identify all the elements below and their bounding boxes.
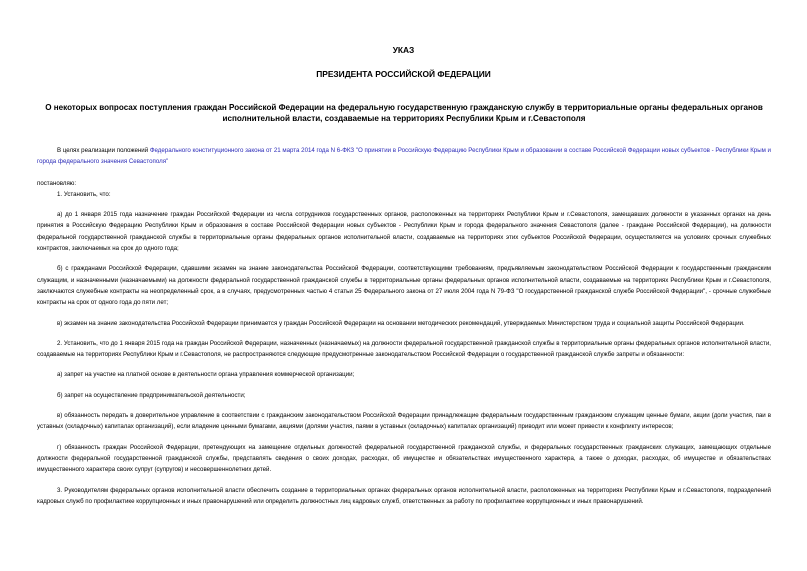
law-link[interactable]: Федерального конституционного закона от 21 марта 2014 года N 6-ФКЗ "О принятии в Российскую Федерацию Республики Крым и образовании в составе Российской Федерации новых субъектов - Республики Крым и города федерального значения Севастополя" <box>37 147 771 166</box>
preamble <box>37 145 771 168</box>
clause-2v: в) обязанность передать в доверительное управление в соответствии с гражданским законодательством Российской Федерации принадлежащие федеральным государственным гражданским служащим ценные бумаги, акции (доли участия, паи в уставных (складочных) капиталах организаций), если владение ценными бумагами, акциями (долями участия, паями в уставных (складочных) капиталах организаций) приводит или может привести к конфликту интересов; <box>37 412 771 431</box>
clause-2: 2. Установить, что до 1 января 2015 года на граждан Российской Федерации, назначенных (назначаемых) на должности федеральной государственной гражданской службы в территориальные органы федеральных органов исполнительной власти, создаваемые на территориях Республики Крым и г.Севастополя, не распространяются следующие предусмотренные законодательством Российской Федерации о государственной гражданской службе запреты и обязанности: <box>37 339 771 359</box>
issuer-title: ПРЕЗИДЕНТА РОССИЙСКОЙ ФЕДЕРАЦИИ <box>316 69 491 79</box>
clause-1a: а) до 1 января 2015 года назначение граждан Российской Федерации из числа сотрудников государственных органов, расположенных на территориях Республики Крым и г.Севастополя, замещавших должности в указанных органах на день принятия в Российскую Федерацию Республики Крым и образования в составе Российской Федерации новых субъектов - Республики Крым и города федерального значения Севастополя (далее - граждане Российской Федерации), на должности федеральной государственной гражданской службы в территориальные органы федеральных органов исполнительной власти, создаваемые на территориях этих субъектов Российской Федерации, осуществляется на условиях срочных служебных контрактов, заключаемых на срок до одного года; <box>37 211 771 253</box>
decree-title: УКАЗ <box>392 45 415 55</box>
decree-body <box>37 145 771 507</box>
clause-2g: г) обязанность граждан Российской Федерации, претендующих на замещение отдельных должностей федеральной государственной гражданской службы, и федеральных государственных гражданских служащих, замещающих отдельные должности федеральной государственной гражданской службы, представлять сведения о своих доходах, расходах, об имуществе и обязательствах имущественного характера, а также о доходах, расходах, об имуществе и обязательствах имущественного характера своих супруг (супругов) и несовершеннолетних детей. <box>37 443 771 474</box>
clause-2b: б) запрет на осуществление предпринимательской деятельности; <box>57 391 246 399</box>
decree-subject: О некоторых вопросах поступления граждан Российской Федерации на федеральную государственную гражданскую службу в территориальные органы федеральных органов исполнительной власти, создаваемые на территориях Республики Крым и г.Севастополя <box>45 103 763 123</box>
clause-3: 3. Руководителям федеральных органов исполнительной власти обеспечить создание в территориальных органах федеральных органов исполнительной власти, расположенных на территориях Республики Крым и г.Севастополя, подразделений кадровых служб по профилактике коррупционных и иных правонарушений или определить должностных лиц кадровых служб, ответственных за работу по профилактике коррупционных и иных правонарушений. <box>37 486 771 505</box>
preamble-text: В целях реализации положений <box>57 147 150 154</box>
decree-word: постановляю: <box>37 179 77 187</box>
clause-1b: б) с гражданами Российской Федерации, сдавшими экзамен на знание законодательства Российской Федерации, соответствующими требованиям, предъявляемым законодательством Российской Федерации к государственным гражданским служащим, и назначенными (назначаемыми) на должности федеральной государственной гражданской службы в территориальные органы федеральных органов исполнительной власти, создаваемые на территориях Республики Крым и г.Севастополя, заключаются служебные контракты на неопределенный срок, а в случаях, предусмотренных частью 4 статьи 25 Федерального закона от 27 июля 2004 года N 79-ФЗ "О государственной гражданской службе Российской Федерации", - срочные служебные контракты на срок от одного года до пяти лет; <box>37 265 771 307</box>
clause-1v: в) экзамен на знание законодательства Российской Федерации принимается у граждан Российской Федерации на основании методических рекомендаций, утверждаемых Министерством труда и социальной защиты Российской Федерации. <box>57 319 745 327</box>
clause-2a: а) запрет на участие на платной основе в деятельности органа управления коммерческой организации; <box>57 371 355 379</box>
clause-1: 1. Установить, что: <box>57 190 111 198</box>
